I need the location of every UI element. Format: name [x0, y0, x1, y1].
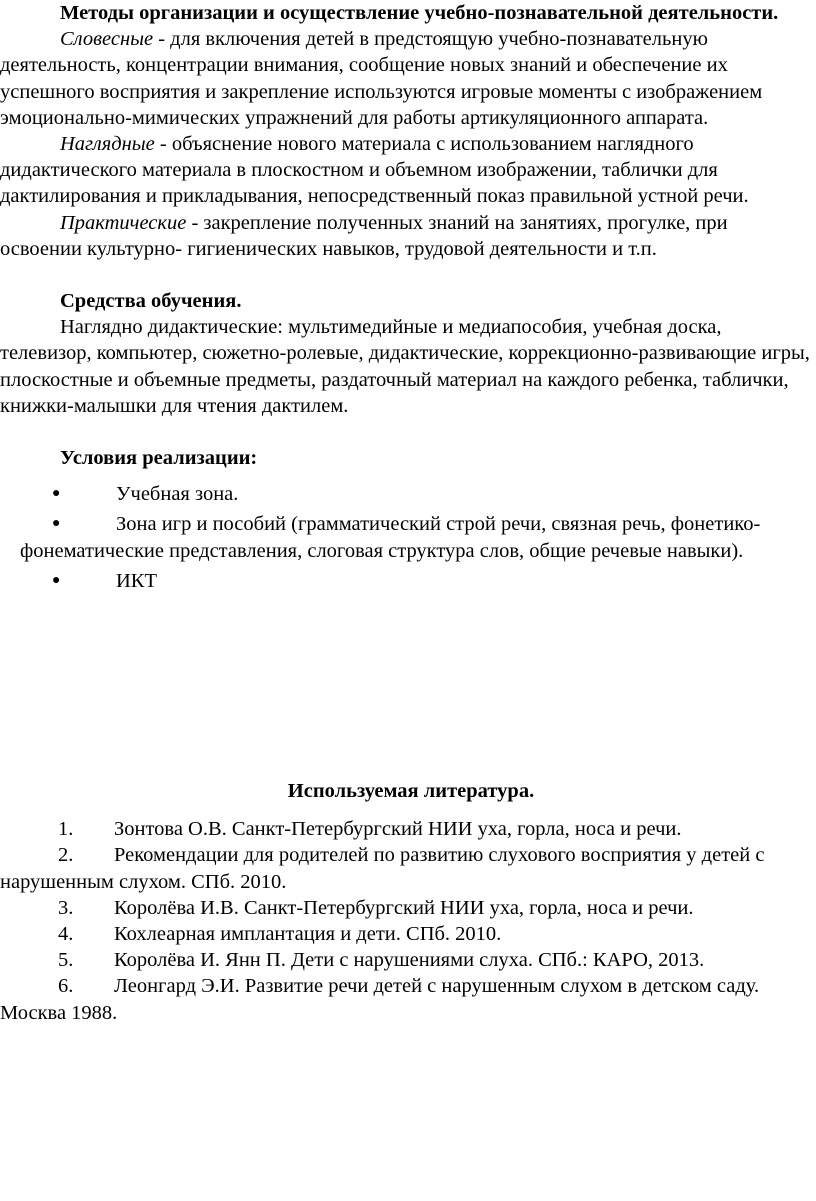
conditions-heading: Условия реализации: [60, 447, 258, 470]
item-number: 5. [58, 949, 74, 972]
blank-space [0, 594, 812, 778]
means-paragraph: Наглядно дидактические: мультимедийные и медиапособия, учебная доска, телевизор, компьютер, сюжетно-ролевые, дидактические, коррекционно-развивающие игры, плоскостные и объемные предметы, раздаточный материал на каждого ребенка, таблички, книжки-малышки для чтения дактилем. [0, 316, 810, 417]
conditions-list [0, 481, 812, 594]
list-item [0, 895, 812, 921]
reference-text: Зонтова О.В. Санкт-Петербургский НИИ уха, горла, носа и речи. [114, 818, 682, 841]
item-number: 6. [58, 975, 74, 998]
list-item [0, 481, 812, 507]
reference-text: Рекомендации для родителей по развитию слухового восприятия у детей с нарушенным слухом. СПб. 2010. [0, 844, 765, 893]
list-item [0, 568, 812, 594]
verbal-methods-paragraph [0, 26, 812, 131]
condition-text: Учебная зона. [116, 483, 239, 506]
item-number: 1. [58, 818, 74, 841]
practical-term: Практические [60, 211, 187, 234]
literature-list [0, 816, 812, 1026]
verbal-text: - для включения детей в предстоящую учебно-познавательную деятельность, концентрации внимания, сообщение новых знаний и обеспечение их успешного восприятия и закрепление используются игровые моменты с изображением эмоционально-мимических упражнений для работы артикуляционного аппарата. [0, 28, 763, 129]
bullet-icon: ● [52, 516, 61, 532]
reference-text: Королёва И.В. Санкт-Петербургский НИИ уха, горла, носа и речи. [114, 896, 694, 919]
item-number: 4. [58, 923, 74, 946]
practical-methods-paragraph [0, 210, 812, 262]
verbal-term: Словесные [60, 28, 154, 51]
list-item [0, 947, 812, 973]
reference-text: Кохлеарная имплантация и дети. СПб. 2010. [114, 923, 502, 946]
practical-text: - закрепление полученных знаний на занятиях, прогулке, при освоении культурно- гигиенических навыков, трудовой деятельности и т.п. [0, 211, 728, 260]
condition-text: ИКТ [116, 569, 157, 592]
bullet-icon: ● [52, 572, 61, 588]
literature-heading: Используемая литература. [287, 780, 535, 803]
means-heading: Средства обучения. [60, 290, 242, 313]
item-number: 2. [58, 844, 74, 867]
list-item [0, 842, 812, 894]
bullet-icon: ● [52, 486, 61, 502]
condition-text: Зона игр и пособий (грамматический строй речи, связная речь, фонетико-фонематические представления, слоговая структура слов, общие речевые навыки). [20, 513, 761, 562]
list-item [0, 973, 812, 1025]
list-item [0, 511, 812, 563]
visual-term: Наглядные [60, 133, 155, 156]
list-item [0, 816, 812, 842]
visual-text: - объяснение нового материала с использованием наглядного дидактического материала в плоскостном и объемном изображении, таблички для дактилирования и прикладывания, непосредственный показ правильной устной речи. [0, 133, 749, 208]
visual-methods-paragraph [0, 131, 812, 210]
blank-line [0, 419, 812, 445]
reference-text: Леонгард Э.И. Развитие речи детей с нарушенным слухом в детском саду. Москва 1988. [0, 975, 760, 1024]
item-number: 3. [58, 896, 74, 919]
list-item [0, 921, 812, 947]
reference-text: Королёва И. Янн П. Дети с нарушениями слуха. СПб.: КАРО, 2013. [114, 949, 705, 972]
methods-heading: Методы организации и осуществление учебно-познавательной деятельности. [60, 2, 779, 24]
blank-line [0, 262, 812, 288]
